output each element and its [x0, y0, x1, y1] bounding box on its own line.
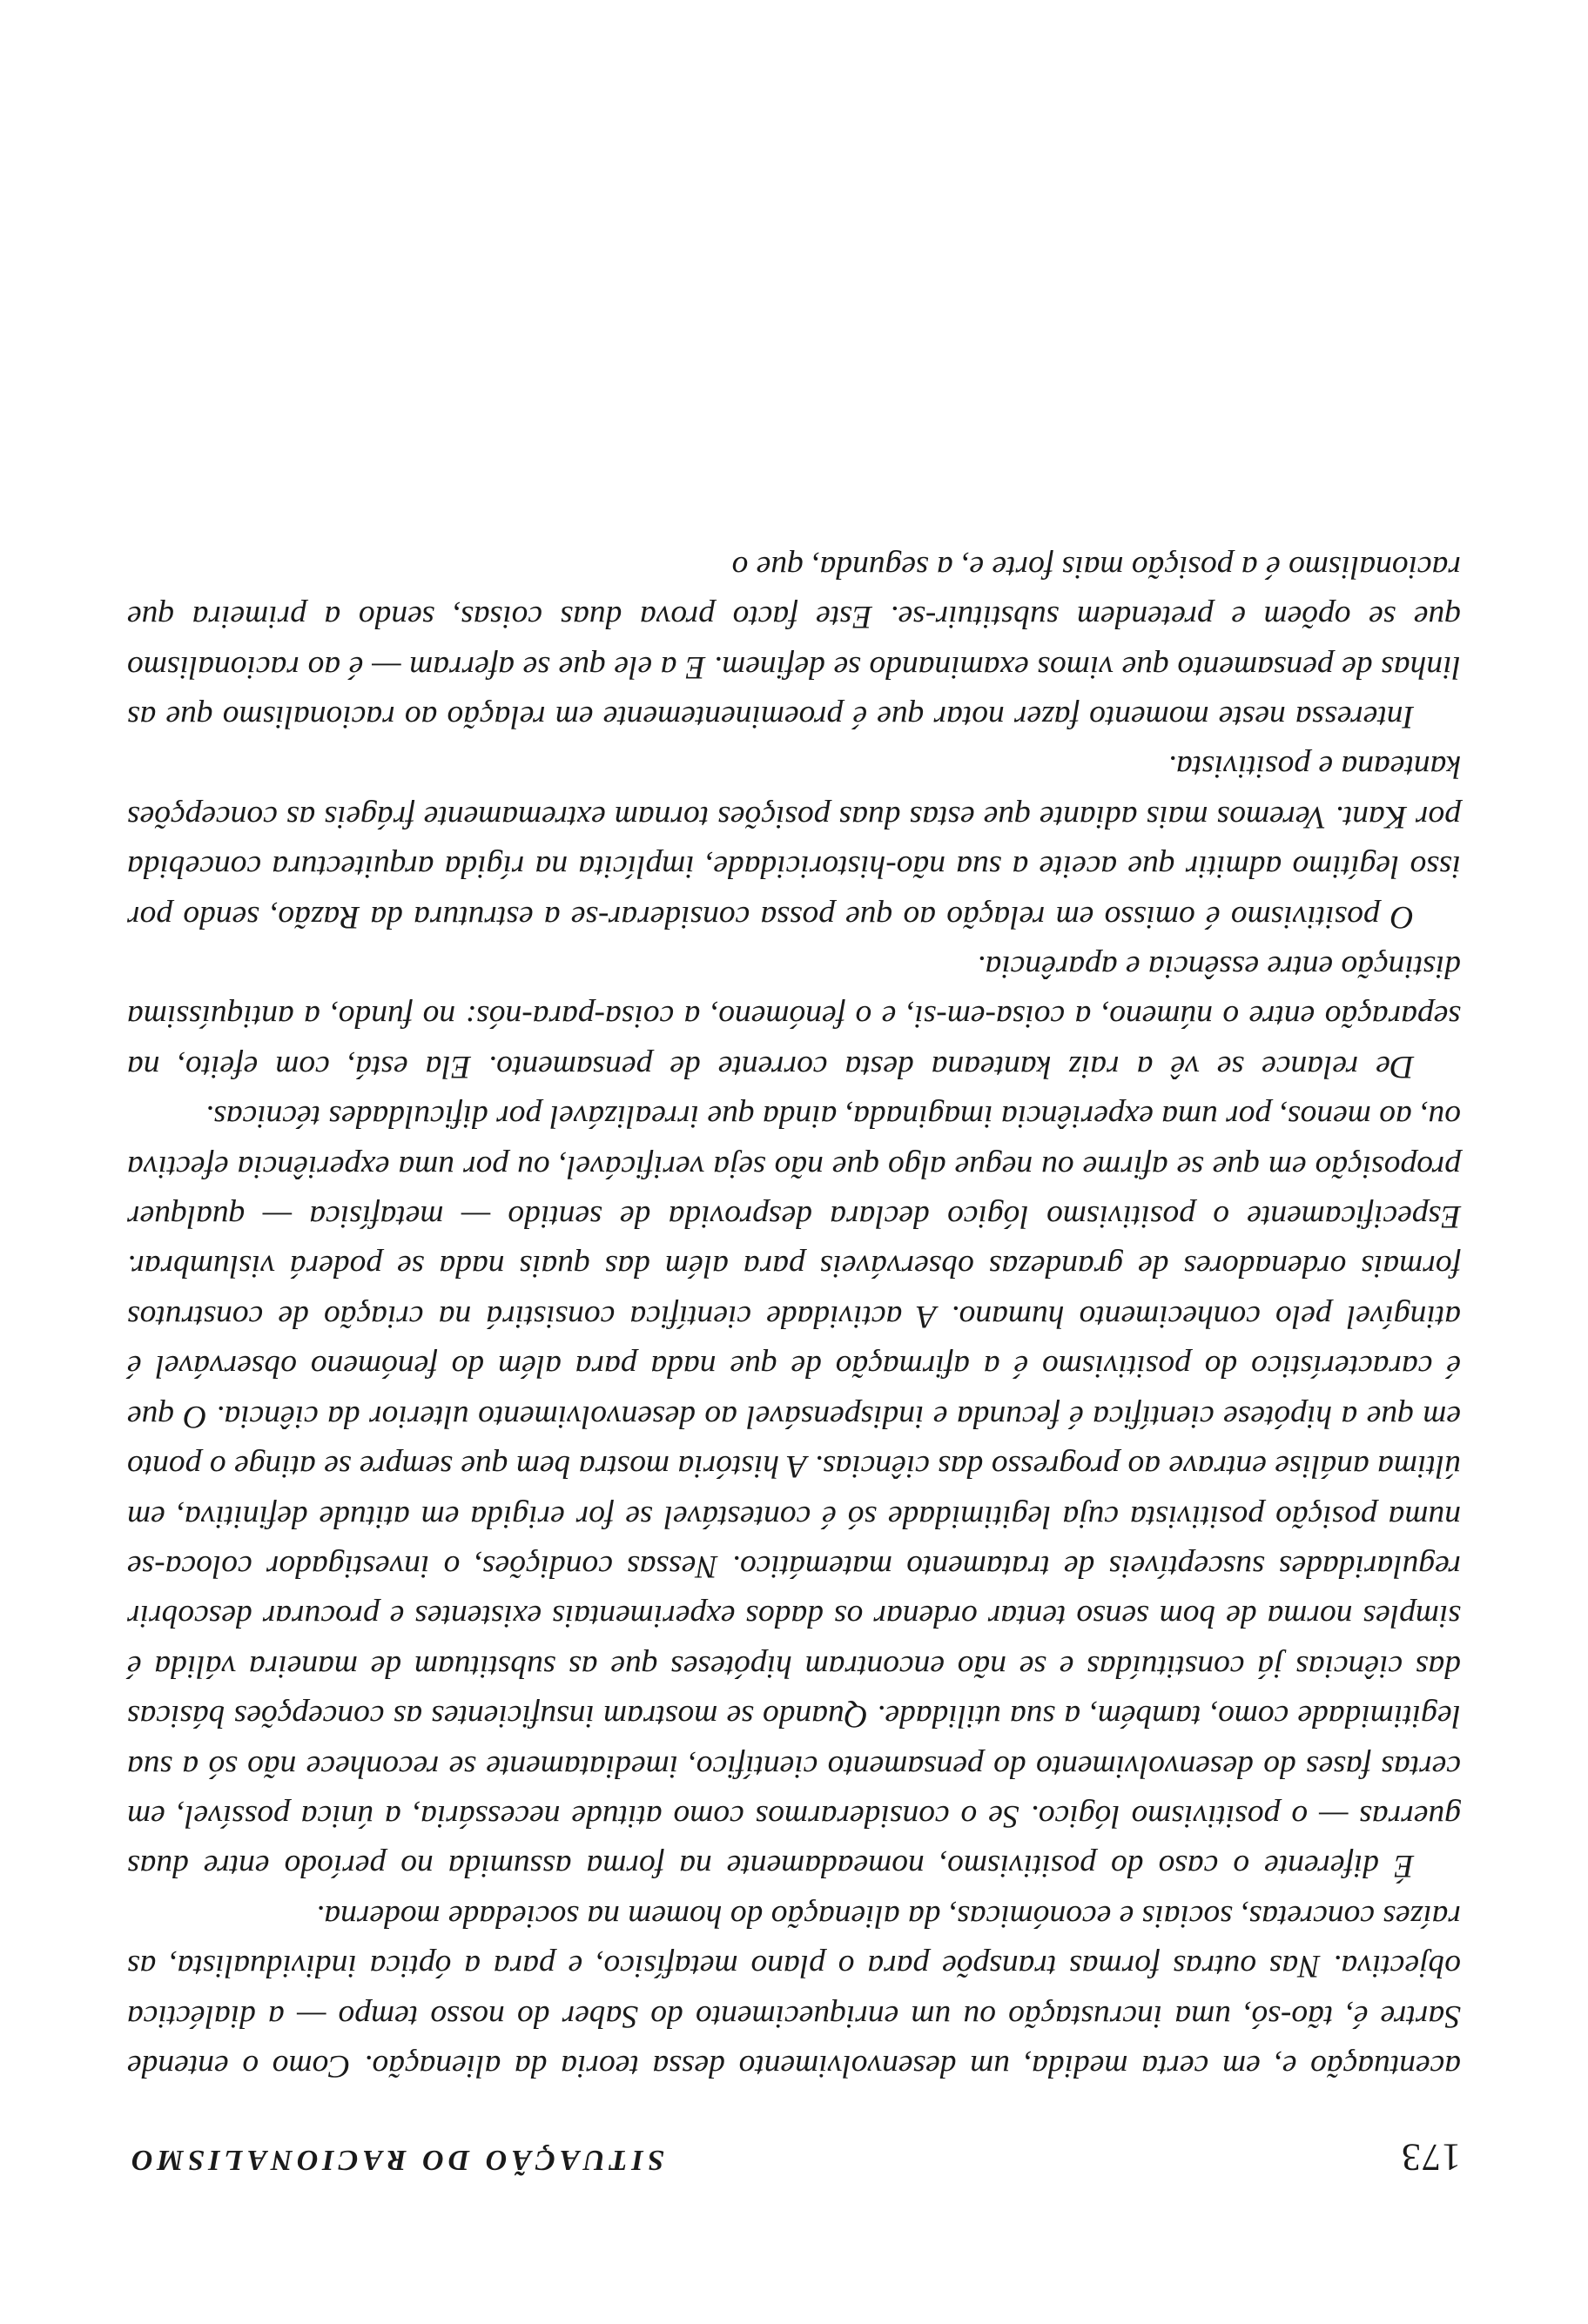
body-text: [127, 541, 1461, 2091]
paragraph: acentuação e, em certa medida, um desenvolvimento dessa teoria da alienação. Como o entende Sartre é, tão-só, uma incrustação ou um enriquecimento do Saber do nosso tempo — a dialéctica objectiva. Nas outras formas transpõe para o plano metafísico, e para a óptica individualista, as raízes concretas, sociais e económicas, da alienação do homem na sociedade moderna.: [127, 1897, 1461, 2084]
paragraph: Interessa neste momento fazer notar que é proeminentemente em relação ao racionalismo que as linhas de pensamento que vimos examinando se definem. E a ele que se aferram — é ao racionalismo que se opõem e pretendem substituir-se. Este facto prova duas coisas, sendo a primeira que racionalismo é a posição mais forte e, a segunda, que o: [127, 548, 1461, 735]
paragraph: De relance se vê a raiz kanteana desta corrente de pensamento. Ela está, com efeito, na separação entre o númeno, a coisa-em-si, e o fenómeno, a coisa-para-nós: no fundo, a antiquíssima distinção entre essência e aparência.: [127, 949, 1461, 1085]
paragraph: É diferente o caso do positivismo, nomeadamente na forma assumida no período entre duas guerras — o positivismo lógico. Se o considerarmos como atitude necessária, a única possível, em certas fases do desenvolvimento do pensamento científico, imediatamente se reconhece não só a sua legitimidade como, também, a sua utilidade. Quando se mostram insuficientes as concepções básicas das ciências já constituídas e se não encontram hipóteses que as substituam de maneira válida é simples norma de bom senso tentar ordenar os dados experimentais existentes e procurar descobrir regularidades susceptíveis de tratamento matemático. Nessas condições, o investigador coloca-se numa posição positivista cuja legitimidade só é contestável se for erigida em atitude definitiva, em última análise entrave ao progresso das ciências. A história mostra bem que sempre se atinge o ponto em que a hipótese científica é fecunda e indispensável ao desenvolvimento ulterior da ciência. O que é característico do positivismo é a afirmação de que nada para além do fenómeno observável é atingível pelo conhecimento humano. A actividade científica consistirá na criação de construtos formais ordenadores de grandezas observáveis para além das quais nada se poderá vislumbrar. Especificamente o positivismo lógico declara desprovida de sentido — metafísica — qualquer proposição em que se afirme ou negue algo que não seja verificável, ou por uma experiência efectiva ou, ao menos, por uma experiência imaginada, ainda que irrealizável por dificuldades técnicas.: [127, 1098, 1461, 1884]
chapter-title: SITUAÇÃO DO RACIONALISMO: [127, 2144, 664, 2176]
running-head: [127, 2136, 1461, 2180]
page-number: 173: [1401, 2136, 1461, 2179]
paragraph: O positivismo é omisso em relação ao que possa considerar-se a estrutura da Razão, sendo por isso legítimo admitir que aceite a sua não-historicidade, implícita na rígida arquitectura concebida por Kant. Veremos mais adiante que estas duas posições tornam extremamente frágeis as concepções kanteana e positivista.: [127, 749, 1461, 935]
